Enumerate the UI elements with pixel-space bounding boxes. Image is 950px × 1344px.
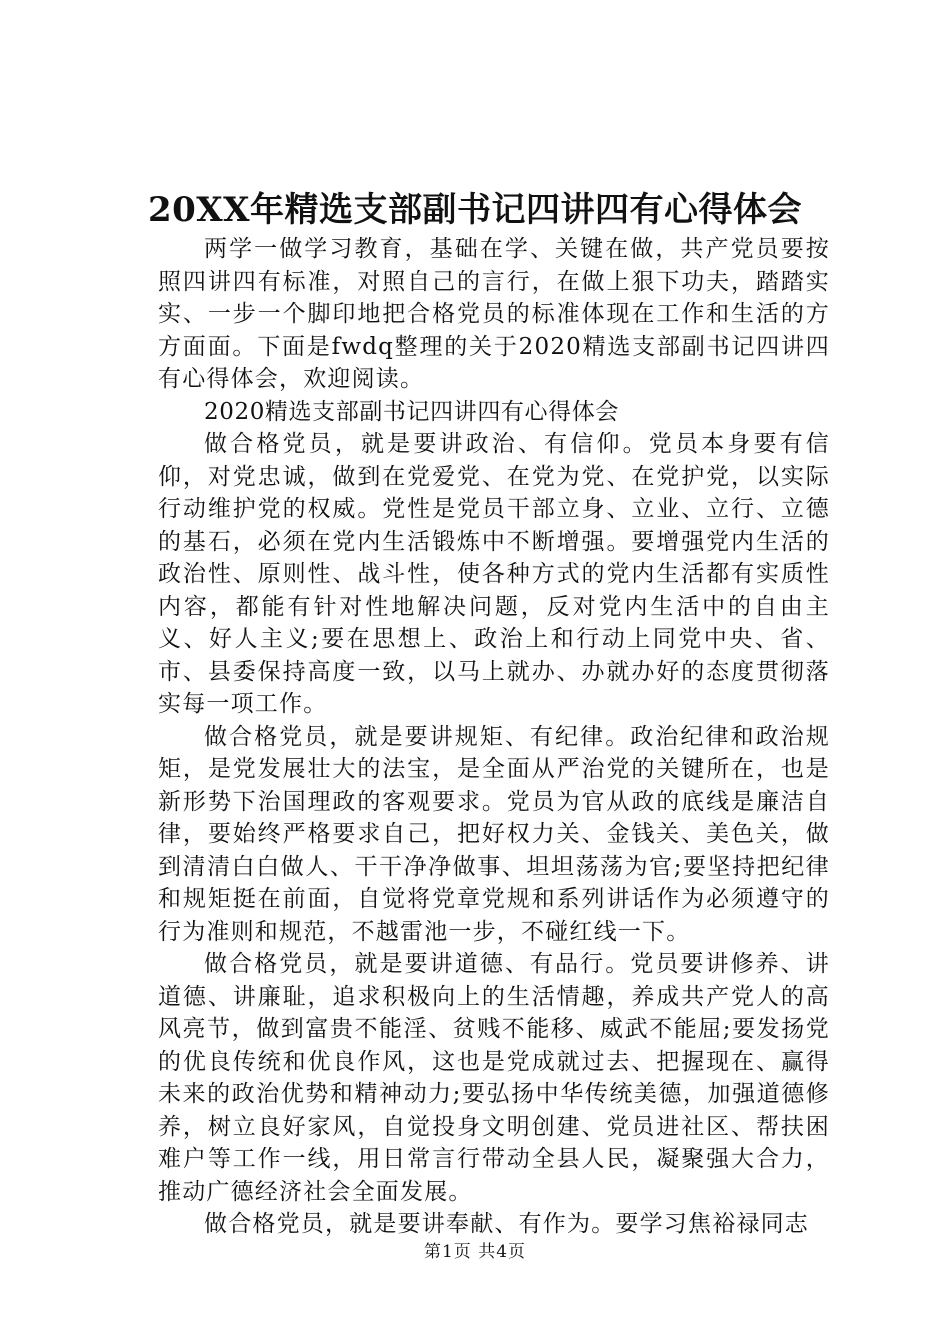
body-paragraph-4: 做合格党员，就是要讲奉献、有作为。要学习焦裕禄同志 (204, 1211, 809, 1237)
section-subheading: 2020精选支部副书记四讲四有心得体会 (204, 398, 619, 425)
body-paragraph-3: 做合格党员，就是要讲道德、有品行。党员要讲修养、讲道德、讲廉耻，追求积极向上的生活情趣，养成共产党人的高风亮节，做到富贵不能淫、贫贱不能移、威武不能屈;要发扬党的优良传统和优良作风，这也是党成就过去、把握现在、赢得未来的政治优势和精神动力;要弘扬中华传统美德，加强道德修养，树立良好家风，自觉投身文明创建、党员进社区、帮扶困难户等工作一线，用日常言行带动全县人民，凝聚强大合力，推动广德经济社会全面发展。 (158, 951, 830, 1205)
body-paragraph-1: 做合格党员，就是要讲政治、有信仰。党员本身要有信仰，对党忠诚，做到在党爱党、在党为党、在党护党，以实际行动维护党的权威。党性是党员干部立身、立业、立行、立德的基石，必须在党内生活锻炼中不断增强。要增强党内生活的政治性、原则性、战斗性，使各种方式的党内生活都有实质性内容，都能有针对性地解决问题，反对党内生活中的自由主义、好人主义;要在思想上、政治上和行动上同党中央、省、市、县委保持高度一致，以马上就办、办就办好的态度贯彻落实每一项工作。 (158, 431, 830, 717)
intro-paragraph: 两学一做学习教育，基础在学、关键在做，共产党员要按照四讲四有标准，对照自己的言行，在做上狠下功夫，踏踏实实、一步一个脚印地把合格党员的标准体现在工作和生活的方方面面。下面是fwdq整理的关于2020精选支部副书记四讲四有心得体会，欢迎阅读。 (158, 236, 830, 392)
document-body (158, 233, 830, 1241)
page-footer: 第1页 共4页 (423, 1242, 527, 1262)
document-title: 20XX年精选支部副书记四讲四有心得体会 (147, 190, 803, 230)
body-paragraph-2: 做合格党员，就是要讲规矩、有纪律。政治纪律和政治规矩，是党发展壮大的法宝，是全面从严治党的关键所在，也是新形势下治国理政的客观要求。党员为官从政的底线是廉洁自律，要始终严格要求自己，把好权力关、金钱关、美色关，做到清清白白做人、干干净净做事、坦坦荡荡为官;要坚持把纪律和规矩挺在前面，自觉将党章党规和系列讲话作为必须遵守的行为准则和规范，不越雷池一步，不碰红线一下。 (158, 723, 830, 945)
